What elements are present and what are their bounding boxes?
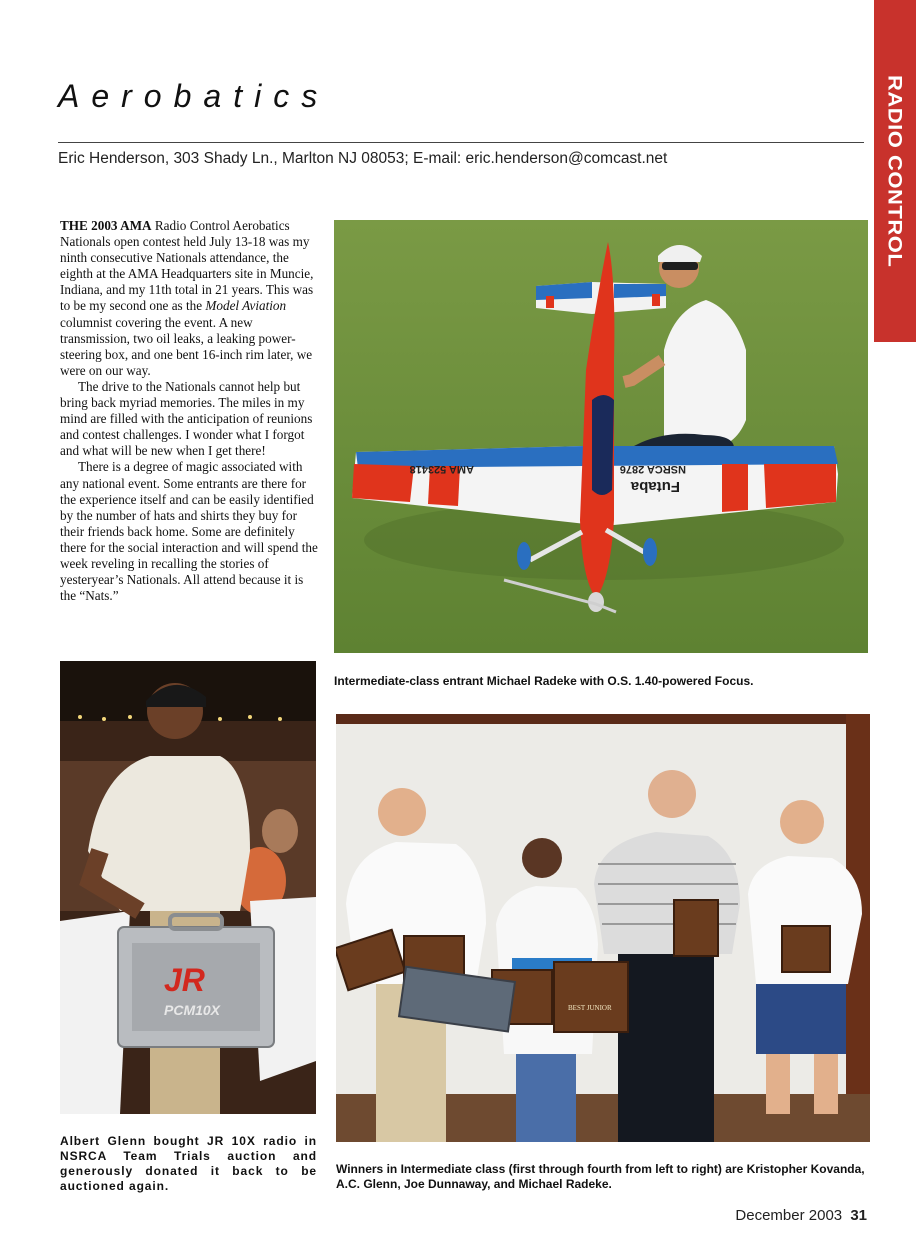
article-paragraph-1 [60,218,318,379]
article-lead-in: THE 2003 AMA [60,218,152,233]
page-footer [735,1207,867,1224]
photo-winners [336,714,870,1142]
column-title: Aerobatics [58,78,330,114]
case-model-label: PCM10X [164,1002,221,1018]
caption-albert-glenn: Albert Glenn bought JR 10X radio in NSRCA Team Trials auction and generously donated it back to be auctioned again. [60,1134,317,1193]
page-number: 31 [850,1207,867,1224]
article-text: Radio Control Aerobatics Nationals open contest held July 13-18 was my ninth consecutive Nationals attendance, the eighth at the AMA Headquarters site in Muncie, Indiana, and my 11th total in 21 years. This was to be my second one as the [60,218,314,314]
section-tab-label: RADIO CONTROL [884,74,907,268]
wing-registration-left: AMA 523418 [409,463,474,475]
article-body [60,218,318,604]
case-brand-logo: JR [164,962,205,998]
article-paragraph-3: There is a degree of magic associated with any national event. Some entrants are there for the experience itself and can be easily identified by the number of hats and shirts they buy for their friends back home. Some are definitely there for the social interaction and will spend the week reveling in recalling the stories of yesteryear’s Nationals. All attend because it is the “Nats.” [60,459,318,604]
issue-date: December 2003 [735,1207,843,1224]
article-text: columnist covering the event. A new transmission, two oil leaks, a leaking power-steering box, and one bent 16-inch rim later, we were on our way. [60,314,313,378]
plaque-text: BEST JUNIOR [568,1004,612,1012]
section-tab [874,0,916,342]
caption-winners: Winners in Intermediate class (first through fourth from left to right) are Kristopher Kovanda, A.C. Glenn, Joe Dunnaway, and Michael Radeke. [336,1162,865,1191]
wing-brand-decal: Futaba [630,478,680,495]
caption-plane: Intermediate-class entrant Michael Radeke with O.S. 1.40-powered Focus. [334,674,754,688]
header-rule [58,142,864,143]
wing-registration-right: NSRCA 2876 [619,463,686,475]
magazine-name: Model Aviation [205,298,287,314]
photo-plane-focus [334,220,868,653]
article-paragraph-2: The drive to the Nationals cannot help but bring back myriad memories. The miles in my mind are filled with the anticipation of reunions and contest challenges. I wonder what I forgot and what will be new when I get there! [60,378,313,459]
author-byline: Eric Henderson, 303 Shady Ln., Marlton NJ 08053; E-mail: eric.henderson@comcast.net [58,150,668,167]
photo-albert-glenn [60,661,316,1114]
